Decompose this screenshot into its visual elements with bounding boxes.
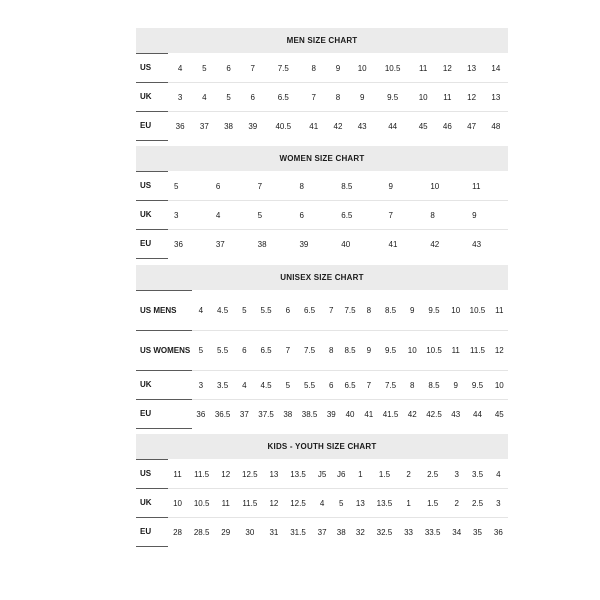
row-label: UK [136,371,192,400]
size-cell: 8.5 [340,331,360,371]
size-cell: 11 [447,331,464,371]
size-cell: 3.5 [210,371,236,400]
size-cell: 9.5 [374,83,411,112]
men-chart-title: MEN SIZE CHART [136,28,508,53]
size-cell: 12 [459,83,483,112]
size-cell: 4 [192,83,216,112]
size-cell: 40.5 [265,112,302,141]
women-chart-title: WOMEN SIZE CHART [136,146,508,171]
size-cell: 12 [491,331,508,371]
size-cell: 3.5 [466,460,488,489]
size-cell: 9.5 [377,331,403,371]
size-cell: 40 [340,400,360,429]
unisex-size-table [136,290,508,429]
size-cell: 39 [323,400,340,429]
size-cell: 14 [484,54,508,83]
size-cell: 5 [192,331,209,371]
size-cell: 8 [404,371,421,400]
women-row-eu [136,230,508,259]
size-cell: 30 [235,518,264,547]
women-row-us [136,172,508,201]
size-cell: 13 [264,460,283,489]
size-cell: 5 [332,489,351,518]
size-cell: 2 [447,489,466,518]
women-row-uk [136,201,508,230]
size-cell: 7 [383,201,425,230]
size-cell: 39 [241,112,265,141]
size-cell: 35 [466,518,488,547]
size-cell: 37 [210,230,252,259]
row-label: US WOMENS [136,331,192,371]
unisex-row-eu [136,400,508,429]
size-cell: 8 [323,331,340,371]
row-label: US [136,54,168,83]
size-cell: 8 [293,172,335,201]
unisex-size-chart [136,265,508,429]
size-cell: 8 [302,54,326,83]
kids-row-uk [136,489,508,518]
size-cell: 1 [399,489,418,518]
size-cell: 7 [360,371,377,400]
row-label: UK [136,489,168,518]
size-cell: 41 [302,112,326,141]
size-cell: 5 [236,291,253,331]
size-cell: 9 [326,54,350,83]
size-cell: 12 [435,54,459,83]
size-cell: 7.5 [377,371,403,400]
size-cell: 4.5 [253,371,279,400]
size-cell: 37 [192,112,216,141]
size-cell: 31 [264,518,283,547]
size-cell: 10.5 [374,54,411,83]
size-cell: 10 [404,331,421,371]
size-cell: 9 [404,291,421,331]
women-size-chart [136,146,508,259]
size-cell: 13 [459,54,483,83]
size-cell: 11 [411,54,435,83]
size-cell: 12.5 [235,460,264,489]
size-cell: 36 [489,518,508,547]
size-cell: 3 [447,460,466,489]
size-cell: 6.5 [253,331,279,371]
row-label: EU [136,518,168,547]
size-cell: 13 [351,489,370,518]
size-cell: 4 [168,54,192,83]
unisex-row-us-womens [136,331,508,371]
size-cell: 44 [374,112,411,141]
size-cell: 43 [350,112,374,141]
size-cell: 9 [350,83,374,112]
men-row-uk [136,83,508,112]
size-cell: 42 [424,230,466,259]
size-cell: 42 [404,400,421,429]
size-cell: 40 [335,230,382,259]
size-cell: 11 [168,460,187,489]
size-cell: 1.5 [418,489,447,518]
size-cell: 11.5 [235,489,264,518]
size-cell: 6.5 [296,291,322,331]
kids-size-table [136,459,508,547]
size-cell: 36 [168,230,210,259]
size-cell: 37.5 [253,400,279,429]
size-cell: 41.5 [377,400,403,429]
row-label: EU [136,112,168,141]
size-cell: 7 [252,172,294,201]
unisex-row-us-mens [136,291,508,331]
size-cell: 4 [192,291,209,331]
size-cell: 38 [279,400,296,429]
size-cell: 7 [323,291,340,331]
size-cell: 7 [302,83,326,112]
size-cell: 43 [466,230,508,259]
size-cell: 1.5 [370,460,399,489]
size-cell: 36.5 [210,400,236,429]
size-cell: 9 [383,172,425,201]
size-cell: 36 [168,112,192,141]
size-cell: 11 [491,291,508,331]
size-cell: 10 [447,291,464,331]
size-cell: 3 [192,371,209,400]
size-cell: 6.5 [335,201,382,230]
size-cell: 37 [236,400,253,429]
size-cell: 29 [216,518,235,547]
size-cell: 9 [360,331,377,371]
size-cell: 7.5 [296,331,322,371]
size-cell: 32.5 [370,518,399,547]
size-cell: 10 [491,371,508,400]
size-cell: 6.5 [265,83,302,112]
size-cell: 43 [447,400,464,429]
men-row-eu [136,112,508,141]
size-cell: 8.5 [421,371,447,400]
size-cell: 5 [252,201,294,230]
row-label: UK [136,201,168,230]
size-cell: 36 [192,400,209,429]
men-size-chart [136,28,508,141]
size-cell: 32 [351,518,370,547]
size-cell: 8 [360,291,377,331]
row-label: EU [136,400,192,429]
size-cell: 38 [216,112,240,141]
size-cell: 33.5 [418,518,447,547]
size-cell: 31.5 [283,518,312,547]
size-cell: 10 [168,489,187,518]
size-cell: 38 [332,518,351,547]
size-cell: 4 [489,460,508,489]
size-cell: 6 [293,201,335,230]
row-label: US [136,460,168,489]
size-cell: 44 [464,400,490,429]
size-cell: 47 [459,112,483,141]
size-cell: 10.5 [187,489,216,518]
size-cell: 42 [326,112,350,141]
size-cell: 4 [210,201,252,230]
size-cell: 1 [351,460,370,489]
size-cell: 41 [383,230,425,259]
size-cell: 3 [489,489,508,518]
size-cell: 7 [241,54,265,83]
kids-chart-title: KIDS - YOUTH SIZE CHART [136,434,508,459]
size-cell: 6 [236,331,253,371]
row-label: EU [136,230,168,259]
size-cell: 5 [216,83,240,112]
size-cell: 5 [279,371,296,400]
size-cell: 6 [210,172,252,201]
size-cell: 11 [466,172,508,201]
size-cell: 11 [435,83,459,112]
size-cell: 3 [168,83,192,112]
unisex-chart-title: UNISEX SIZE CHART [136,265,508,290]
size-cell: 7.5 [265,54,302,83]
size-cell: 45 [411,112,435,141]
size-cell: 42.5 [421,400,447,429]
size-cell: 7.5 [340,291,360,331]
men-size-table [136,53,508,141]
size-cell: 13 [484,83,508,112]
size-cell: 28.5 [187,518,216,547]
size-cell: J5 [313,460,332,489]
size-cell: 5.5 [296,371,322,400]
size-cell: 10.5 [421,331,447,371]
size-cell: 2 [399,460,418,489]
size-cell: 8.5 [335,172,382,201]
size-cell: 45 [491,400,508,429]
size-cell: 38.5 [296,400,322,429]
size-cell: 4 [236,371,253,400]
size-cell: J6 [332,460,351,489]
women-size-table [136,171,508,259]
size-cell: 7 [279,331,296,371]
kids-row-eu [136,518,508,547]
row-label: UK [136,83,168,112]
size-cell: 5 [192,54,216,83]
size-cell: 4 [313,489,332,518]
size-cell: 2.5 [418,460,447,489]
size-cell: 9.5 [464,371,490,400]
size-cell: 8 [424,201,466,230]
size-cell: 6 [216,54,240,83]
size-cell: 37 [313,518,332,547]
size-cell: 13.5 [283,460,312,489]
men-row-us [136,54,508,83]
size-cell: 9 [466,201,508,230]
size-cell: 5.5 [210,331,236,371]
size-cell: 46 [435,112,459,141]
size-cell: 8 [326,83,350,112]
size-cell: 9 [447,371,464,400]
kids-row-us [136,460,508,489]
size-cell: 41 [360,400,377,429]
size-cell: 4.5 [210,291,236,331]
size-cell: 2.5 [466,489,488,518]
size-cell: 34 [447,518,466,547]
size-cell: 5.5 [253,291,279,331]
unisex-row-uk [136,371,508,400]
size-cell: 13.5 [370,489,399,518]
size-cell: 6 [241,83,265,112]
size-cell: 8.5 [377,291,403,331]
size-cell: 3 [168,201,210,230]
size-cell: 10 [424,172,466,201]
size-cell: 11.5 [464,331,490,371]
size-cell: 10 [411,83,435,112]
kids-size-chart [136,434,508,547]
size-cell: 6 [279,291,296,331]
size-cell: 10 [350,54,374,83]
size-cell: 9.5 [421,291,447,331]
size-cell: 33 [399,518,418,547]
size-cell: 39 [293,230,335,259]
row-label: US [136,172,168,201]
size-cell: 11 [216,489,235,518]
size-cell: 5 [168,172,210,201]
row-label: US MENS [136,291,192,331]
size-cell: 6 [323,371,340,400]
size-cell: 11.5 [187,460,216,489]
size-cell: 12.5 [283,489,312,518]
size-cell: 28 [168,518,187,547]
size-cell: 48 [484,112,508,141]
size-cell: 38 [252,230,294,259]
size-cell: 10.5 [464,291,490,331]
size-cell: 12 [264,489,283,518]
size-cell: 12 [216,460,235,489]
size-cell: 6.5 [340,371,360,400]
